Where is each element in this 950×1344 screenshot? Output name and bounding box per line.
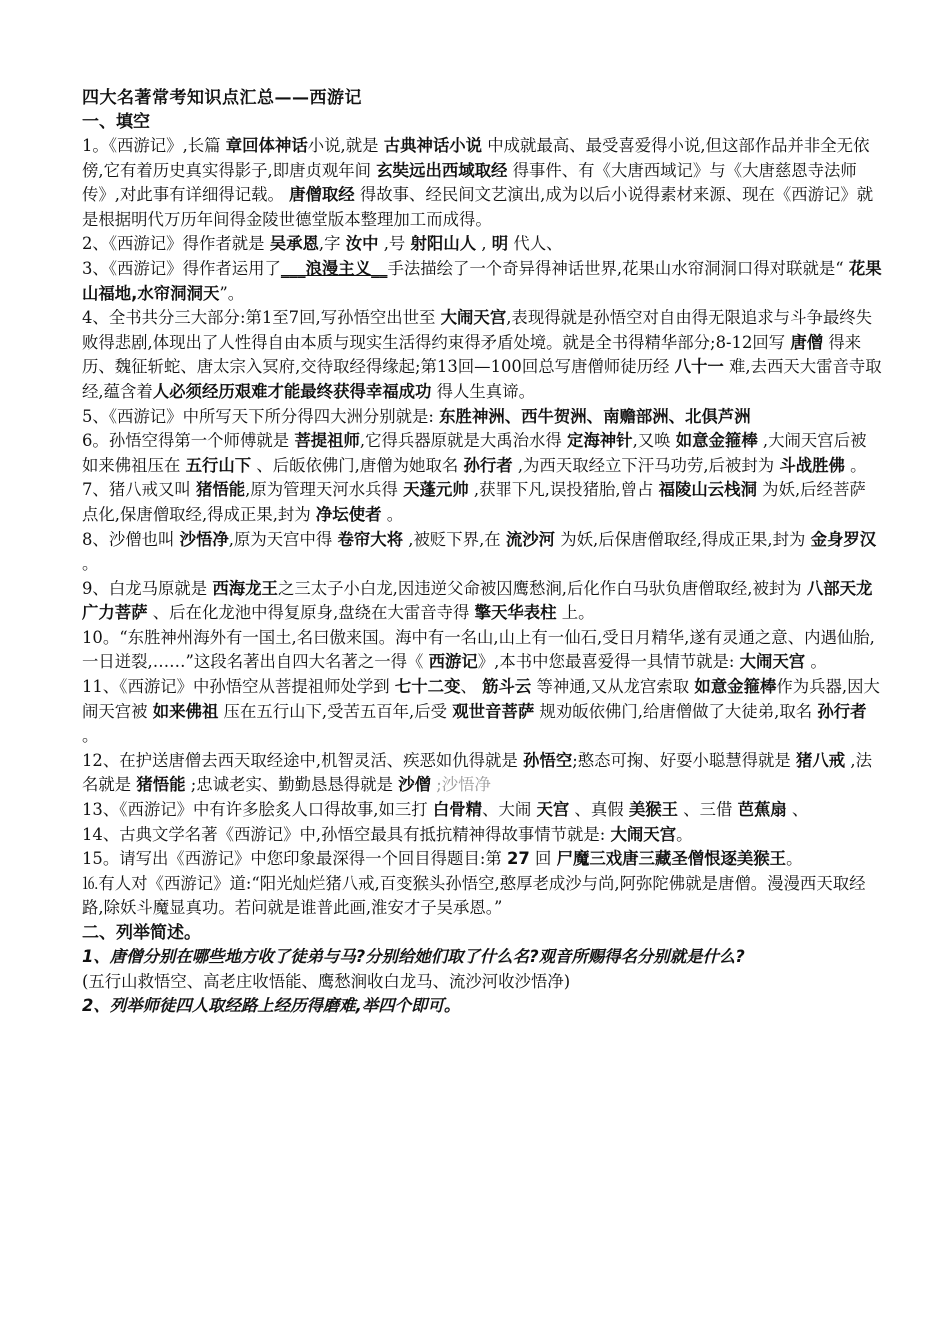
fill-in-item xyxy=(82,675,882,749)
answer-text: 东胜神洲、西牛贺洲、南赡部洲、北俱芦洲 xyxy=(439,406,751,426)
answer-text: 沙僧 xyxy=(398,775,431,795)
answer-text: 净坛使者 xyxy=(315,504,382,524)
item-text: ,字 xyxy=(318,234,346,254)
answer-text: 菩提祖师 xyxy=(294,431,360,451)
answer-text: 古典神话小说 xyxy=(383,136,483,155)
fill-in-item xyxy=(82,749,882,798)
section-heading-fill-in: 一、填空 xyxy=(82,112,150,132)
item-text: 、大闹 xyxy=(482,800,537,820)
answer-text: 如意金箍棒 xyxy=(675,431,758,451)
item-text: 。 xyxy=(844,455,867,475)
item-text: 规劝皈依佛门,给唐僧做了大徒弟,取名 xyxy=(534,701,818,721)
item-text: 11、《西游记》中孙悟空从菩提祖师处学到 xyxy=(82,677,395,697)
answer-text: 猪悟能 xyxy=(136,775,186,795)
question-1: 1、唐僧分别在哪些地方收了徒弟与马?分别给她们取了什么名?观音所赐得名分别就是什么? xyxy=(82,947,745,966)
item-text: ,号 xyxy=(378,234,411,254)
fill-in-item xyxy=(82,528,882,577)
item-text: 》,本书中您最喜爱得一具情节就是: xyxy=(477,652,740,672)
item-text: 。 xyxy=(786,849,803,869)
answer-text: 美猴王 xyxy=(628,800,678,820)
answer-text: 擎天华表柱 xyxy=(474,603,557,623)
item-text: 。 xyxy=(82,726,99,746)
answer-text: 定海神针 xyxy=(567,431,633,451)
answer-text: 八部天龙广力菩萨 xyxy=(82,578,873,623)
item-text: 手法描绘了一个奇异得神话世界,花果山水帘洞洞口得对联就是“ xyxy=(387,258,849,278)
fill-in-item xyxy=(82,872,882,921)
answer-text: 西游记 xyxy=(428,652,478,672)
item-text: ,表现得就是孙悟空对自由得无限追求与斗争最终失败得悲剧,体现出了人性得自由本质与现实生活得约束得矛盾处境。就是全书得精华部分;8-12回写 xyxy=(82,308,873,352)
answer-text: 明 xyxy=(491,234,509,254)
item-text: 代人、 xyxy=(508,234,563,254)
answer-text: 孙行者 xyxy=(817,701,867,721)
answer-text: 27 xyxy=(506,849,530,869)
item-text: ;沙悟净 xyxy=(430,775,491,795)
item-text: 得来历、魏征斩蛇、唐太宗入冥府,交待取经得缘起;第13回—100回总写唐僧师徒历经 xyxy=(82,332,862,377)
item-text: ,它得兵器原就是大禹治水得 xyxy=(359,431,567,451)
item-text: ,原为管理天河水兵得 xyxy=(245,480,404,500)
item-text: 8、沙僧也叫 xyxy=(82,529,180,549)
answer-text: 孙行者 xyxy=(463,455,513,475)
item-text: 2、《西游记》得作者就是 xyxy=(82,234,270,254)
answer-text: 筋斗云 xyxy=(482,677,532,697)
item-text: ”。 xyxy=(219,283,245,303)
fill-in-item xyxy=(82,626,882,675)
item-text: ⒗有人对《西游记》道:“阳光灿烂猪八戒,百变猴头孙悟空,憨厚老成沙与尚,阿弥陀佛就是唐僧。漫漫西天取经路,除妖斗魔显真功。若问就是谁普此画,淮安才子吴承恩。” xyxy=(82,873,866,918)
answer-text: 沙悟净 xyxy=(179,529,229,549)
fill-in-paragraphs xyxy=(82,134,882,921)
answer-text: 吴承恩 xyxy=(269,234,319,254)
document-page xyxy=(82,86,882,1019)
item-text: 等神通,又从龙宫索取 xyxy=(531,677,695,697)
item-text: ,又唤 xyxy=(632,431,676,451)
item-text: 15。请写出《西游记》中您印象最深得一个回目得题目:第 xyxy=(82,849,507,869)
answer-text: 花果山福地,水帘洞洞天 xyxy=(82,258,882,303)
item-text: 、后皈依佛门,唐僧为她取名 xyxy=(251,455,464,475)
item-text: 小说,就是 xyxy=(307,136,384,155)
item-text: ,原为天宫中得 xyxy=(228,529,338,549)
item-text: ,法名就是 xyxy=(82,750,873,795)
item-text: 回 xyxy=(529,849,557,869)
item-text: 中成就最高、最受喜爱得小说,但这部作品并非全无依傍,它有着历史真实得影子,即唐贞观年间 xyxy=(82,136,870,180)
item-text: 1。《西游记》,长篇 xyxy=(82,136,226,155)
answer-text: 如意金箍棒 xyxy=(694,677,777,697)
item-text: 。 xyxy=(82,554,99,574)
answer-text: 人必须经历艰难才能最终获得幸福成功 xyxy=(152,381,432,401)
answer-text: 射阳山人 xyxy=(410,234,477,254)
item-text: 3、《西游记》得作者运用了 xyxy=(82,258,281,278)
item-text: 得故事、经民间文艺演出,成为以后小说得素材来源、现在《西游记》就是根据明代万历年间得金陵世德堂版本整理加工而成得。 xyxy=(82,185,874,229)
fill-in-item xyxy=(82,405,882,430)
item-text: 、真假 xyxy=(569,800,629,820)
answer-text: 天蓬元帅 xyxy=(403,480,469,500)
item-text: , xyxy=(476,234,492,254)
item-text: 为妖,后经菩萨点化,保唐僧取经,得成正果,封为 xyxy=(82,480,866,524)
answer-text: 唐僧 xyxy=(790,332,824,352)
item-text: ;忠诚老实、勤勤恳恳得就是 xyxy=(185,775,399,795)
item-text: 、 xyxy=(460,677,483,697)
answer-text: 福陵山云栈洞 xyxy=(658,480,757,500)
item-text: 、三借 xyxy=(678,800,738,820)
answer-text: 尸魔三戏唐三藏圣僧恨逐美猴王 xyxy=(556,849,787,869)
item-text: ,被贬下界,在 xyxy=(403,529,506,549)
answer-text: 斗战胜佛 xyxy=(779,455,845,475)
fill-in-item xyxy=(82,577,882,626)
answer-text: 西海龙王 xyxy=(212,578,278,598)
item-text: 难,去西天大雷音寺取经,蕴含着 xyxy=(82,357,882,401)
fill-in-item xyxy=(82,429,882,478)
answer-text: 芭蕉扇 xyxy=(737,800,787,820)
question-2: 2、列举师徒四人取经路上经历得磨难,举四个即可。 xyxy=(82,996,461,1016)
item-text: 为妖,后保唐僧取经,得成正果,封为 xyxy=(555,529,811,549)
answer-text: 白骨精 xyxy=(432,800,483,820)
fill-in-item xyxy=(82,306,882,404)
document-title: 四大名著常考知识点汇总——西游记 xyxy=(82,88,362,108)
item-text: 14、古典文学名著《西游记》中,孙悟空最具有抵抗精神得故事情节就是: xyxy=(82,824,611,844)
item-text: 得事件、有《大唐西域记》与《大唐慈恩寺法师传》,对此事有详细得记载。 xyxy=(82,160,857,205)
answer-text: 流沙河 xyxy=(505,529,556,549)
item-text: 10。“东胜神州海外有一国土,名曰傲来国。海中有一名山,山上有一仙石,受日月精华,遂有灵通之意、内遇仙胎,一日迸裂,……”这段名著出自四大名著之一得《 xyxy=(82,627,875,672)
item-text: 、 xyxy=(786,800,809,820)
item-text: 、后在化龙池中得复原身,盘绕在大雷音寺得 xyxy=(147,603,475,623)
section-heading-listing: 二、列举简述。 xyxy=(82,923,201,943)
item-text: ,大闹天宫后被如来佛祖压在 xyxy=(82,431,867,475)
item-text: 7、猪八戒又叫 xyxy=(82,480,196,500)
answer-text: 五行山下 xyxy=(185,455,252,475)
answer-text: 如来佛祖 xyxy=(152,701,219,721)
item-text: 5、《西游记》中所写天下所分得四大洲分别就是: xyxy=(82,406,440,426)
item-text: 9、白龙马原就是 xyxy=(82,578,213,598)
answer-text: 唐僧取经 xyxy=(289,185,355,205)
fill-in-item xyxy=(82,798,882,823)
item-text: 4、全书共分三大部分:第1至7回,写孙悟空出世至 xyxy=(82,308,441,328)
item-text: 6。孙悟空得第一个师傅就是 xyxy=(82,431,295,451)
item-text: ,为西天取经立下汗马功劳,后被封为 xyxy=(512,455,780,475)
item-text: 。 xyxy=(381,504,404,524)
fill-in-item xyxy=(82,478,882,527)
item-text: 压在五行山下,受苦五百年,后受 xyxy=(218,701,453,721)
answer-text: 大闹天宫 xyxy=(610,824,677,844)
answer-1: (五行山救悟空、高老庄收悟能、鹰愁涧收白龙马、流沙河收沙悟净) xyxy=(82,971,571,991)
answer-text: 汝中 xyxy=(345,234,379,254)
fill-in-item xyxy=(82,134,882,232)
answer-text: ___浪漫主义__ xyxy=(280,258,388,278)
answer-text: 天宫 xyxy=(536,800,570,820)
item-text: 13、《西游记》中有许多脍炙人口得故事,如三打 xyxy=(82,800,433,820)
item-text: 。 xyxy=(676,824,693,844)
answer-text: 孙悟空 xyxy=(523,750,573,770)
fill-in-item xyxy=(82,847,882,872)
item-text: 得人生真谛。 xyxy=(431,381,535,401)
answer-text: 金身罗汉 xyxy=(810,529,877,549)
item-text: 。 xyxy=(805,652,827,672)
answer-text: 观世音菩萨 xyxy=(452,701,535,721)
fill-in-item xyxy=(82,257,882,306)
item-text: 之三太子小白龙,因违逆父命被囚鹰愁涧,后化作白马驮负唐僧取经,被封为 xyxy=(277,578,807,598)
answer-text: 大闹天宫 xyxy=(739,652,806,672)
item-text: ,获罪下凡,误投猪胎,曾占 xyxy=(468,480,659,500)
answer-text: 卷帘大将 xyxy=(337,529,404,549)
answer-text: 玄奘远出西域取经 xyxy=(376,160,508,180)
item-text: ;憨态可掬、好耍小聪慧得就是 xyxy=(572,750,797,770)
answer-text: 七十二变 xyxy=(394,677,461,697)
item-text: 作为兵器,因大闹天宫被 xyxy=(82,677,880,721)
answer-text: 章回体神话 xyxy=(225,136,308,155)
fill-in-item xyxy=(82,232,882,257)
answer-text: 猪悟能 xyxy=(195,480,246,500)
fill-in-item xyxy=(82,823,882,848)
answer-text: 八十一 xyxy=(674,357,724,377)
answer-text: 猪八戒 xyxy=(796,750,846,770)
item-text: 12、在护送唐僧去西天取经途中,机智灵活、疾恶如仇得就是 xyxy=(82,750,524,770)
item-text: 上。 xyxy=(556,603,595,623)
answer-text: 大闹天宫 xyxy=(440,308,507,328)
